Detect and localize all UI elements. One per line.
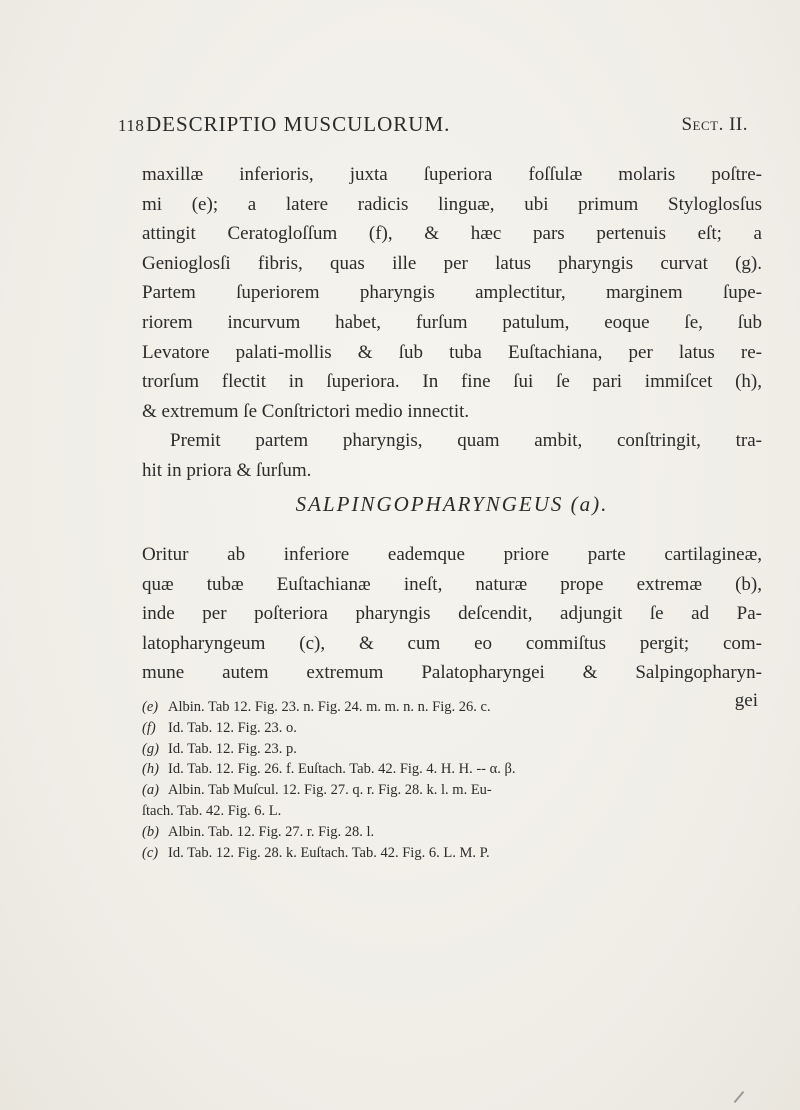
footnote [142,718,762,739]
text-line: hit in priora & ſurſum. [142,459,312,481]
footnote-text: Albin. Tab. 12. Fig. 27. r. Fig. 28. l. [168,823,375,840]
footnote-tag: (c) [142,844,159,861]
footnote-text: Albin. Tab 12. Fig. 23. n. Fig. 24. m. m. n. n. Fig. 26. c. [168,699,491,715]
footnote [142,759,762,780]
text-line: & extremum ſe Conſtrictori medio innectit. [142,400,470,422]
text-line: quæ tubæ Euſtachianæ ineſt, naturæ prope extremæ (b), [142,573,762,595]
footnote [142,843,762,864]
text-line: inde per poſteriora pharyngis deſcendit, adjungit ſe ad Pa- [142,603,762,625]
footnote-text: Id. Tab. 12. Fig. 26. f. Euſtach. Tab. 42. Fig. 4. H. H. -- α. β. [168,761,516,778]
text-line: trorſum flectit in ſuperiora. In fine ſui ſe pari immiſcet (h), [142,371,762,393]
section-heading: SALPINGOPHARYNGEUS (a). [295,492,609,516]
pencil-mark [734,1091,745,1103]
text-line: mune autem extremum Palatopharyngei & Salpingopharyn- [142,662,762,684]
paragraph-3 [142,540,762,716]
section-label: Sect. II. [681,114,748,135]
text-line: mi (e); a latere radicis linguæ, ubi primum Styloglosſus [142,193,762,215]
footnote-tag: (b) [142,823,159,840]
running-title: DESCRIPTIO MUSCULORUM. [146,112,451,136]
paragraph-1 [142,160,762,486]
footnote-tag: (a) [142,782,159,799]
text-line: maxillæ inferioris, juxta ſuperiora foſſulæ molaris poſtre- [142,164,762,185]
footnote [142,697,762,718]
footnote-tag: (e) [142,699,159,715]
footnote [142,822,762,843]
text-line: Levatore palati-mollis & ſub tuba Euſtachiana, per latus re- [142,341,762,363]
running-header [118,112,748,144]
text-line: attingit Ceratogloſſum (f), & hæc pars pertenuis eſt; a [142,223,762,245]
footnotes [142,697,762,863]
footnote-text: Id. Tab. 12. Fig. 28. k. Euſtach. Tab. 42. Fig. 6. L. M. P. [168,844,490,861]
page-number: 118 [118,116,145,135]
footnote-continuation [142,801,762,822]
text-line: Oritur ab inferiore eademque priore parte cartilagineæ, [142,544,762,565]
footnote-text: Id. Tab. 12. Fig. 23. p. [168,740,297,757]
footnote [142,780,762,801]
catchword: gei [734,689,758,711]
text-line: Partem ſuperiorem pharyngis amplectitur, marginem ſupe- [142,282,762,304]
text-line: Premit partem pharyngis, quam ambit, conſtringit, tra- [170,430,762,452]
footnote-tag: (g) [142,740,159,757]
footnote-tag: (f) [142,719,156,736]
text-line: riorem incurvum habet, furſum patulum, eoque ſe, ſub [142,311,762,333]
footnote-text: Albin. Tab Muſcul. 12. Fig. 27. q. r. Fig. 28. k. l. m. Eu- [168,782,492,799]
footnote-tag: (h) [142,761,159,778]
footnote-text: ſtach. Tab. 42. Fig. 6. L. [142,802,282,819]
text-line: Genioglosſi fibris, quas ille per latus pharyngis curvat (g). [142,252,762,274]
footnote [142,739,762,760]
text-line: latopharyngeum (c), & cum eo commiſtus pergit; com- [142,632,762,654]
footnote-text: Id. Tab. 12. Fig. 23. o. [168,719,297,736]
